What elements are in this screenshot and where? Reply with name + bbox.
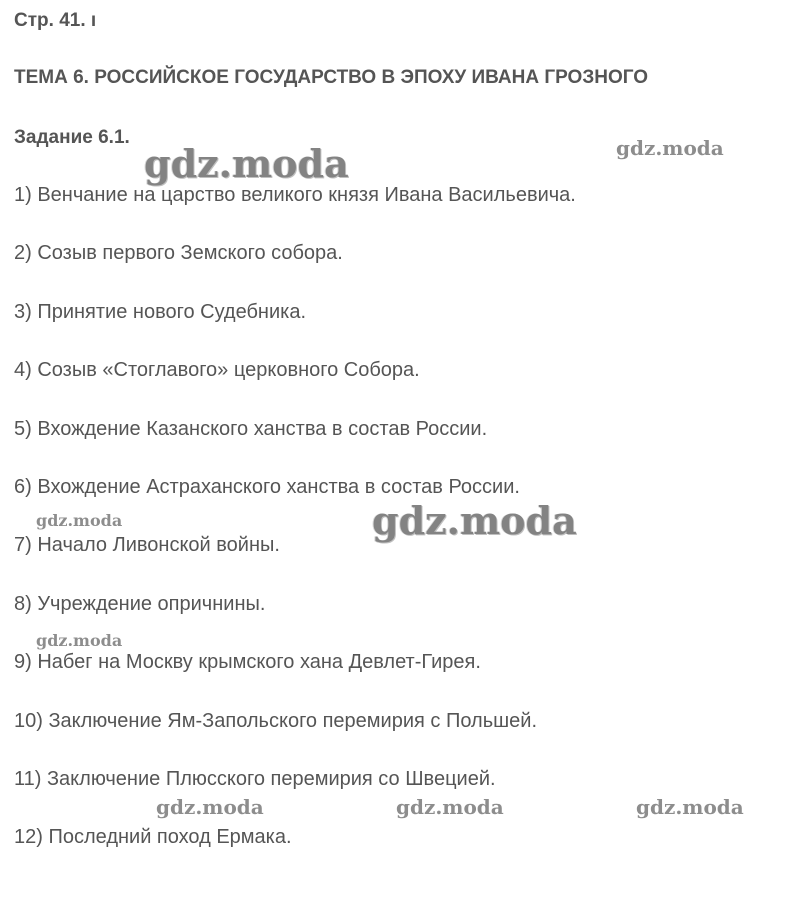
- watermark-logo: gdz.moda: [156, 795, 264, 819]
- list-item: 12) Последний поход Ермака.: [14, 826, 292, 849]
- page-number-header: Стр. 41. ı: [14, 10, 97, 31]
- list-item: 1) Венчание на царство великого князя Ивана Васильевича.: [14, 184, 576, 206]
- topic-title: ТЕМА 6. РОССИЙСКОЕ ГОСУДАРСТВО В ЭПОХУ ИВАНА ГРОЗНОГО: [14, 67, 649, 88]
- watermark-logo: gdz.moda: [144, 141, 349, 186]
- list-item: 2) Созыв первого Земского собора.: [14, 242, 343, 265]
- list-item: 4) Созыв «Стоглавого» церковного Собора.: [14, 359, 420, 382]
- watermark-logo: gdz.moda: [36, 631, 123, 650]
- watermark-logo: gdz.moda: [636, 795, 744, 819]
- watermark-logo: gdz.moda: [36, 511, 123, 530]
- watermark-logo: gdz.moda: [396, 795, 504, 819]
- list-item: 9) Набег на Москву крымского хана Девлет-Гирея.: [14, 651, 481, 674]
- list-item: 11) Заключение Плюсского перемирия со Швецией.: [14, 767, 496, 790]
- task-title: Задание 6.1.: [14, 127, 130, 148]
- list-item: 6) Вхождение Астраханского ханства в состав России.: [14, 475, 520, 498]
- list-item: 7) Начало Ливонской войны.: [14, 534, 280, 557]
- list-item: 5) Вхождение Казанского ханства в состав России.: [14, 417, 488, 440]
- watermark-logo: gdz.moda: [616, 136, 724, 160]
- list-item: 10) Заключение Ям-Запольского перемирия с Польшей.: [14, 709, 538, 732]
- list-item: 8) Учреждение опричнины.: [14, 592, 266, 615]
- list-item: 3) Принятие нового Судебника.: [14, 300, 307, 323]
- watermark-logo: gdz.moda: [372, 498, 577, 543]
